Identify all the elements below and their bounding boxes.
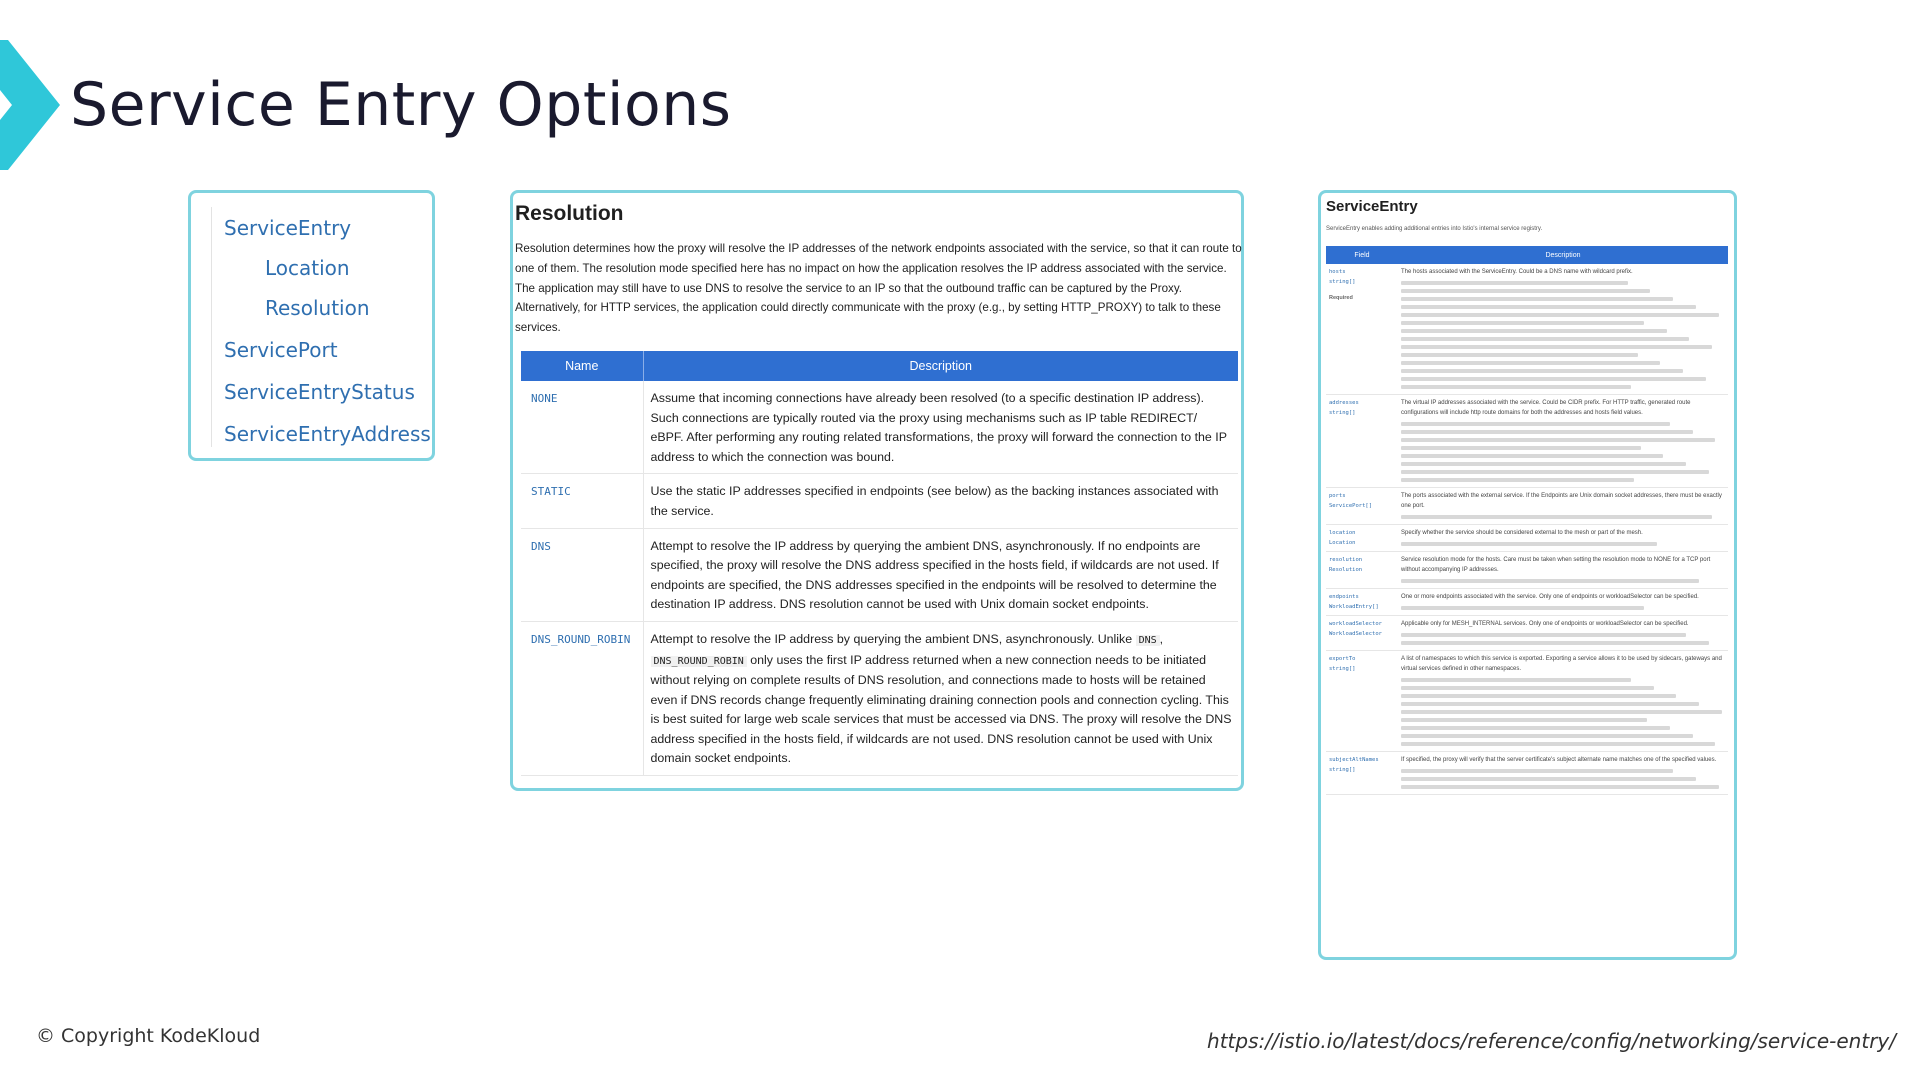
field-identifier: location: [1329, 530, 1356, 536]
table-row: [521, 381, 1238, 474]
field-identifier: resolution: [1329, 557, 1363, 563]
text-line-placeholder: [1401, 446, 1641, 450]
enum-description: Attempt to resolve the IP address by querying the ambient DNS, asynchronously. If no endpoints are specified, the proxy will resolve the DNS address specified in the hosts field, if wildcards are not used. If endpoints are specified, the DNS addresses specified in the endpoints will be resolved to determine the destination IP address. DNS resolution cannot be used with Unix domain socket endpoints.: [643, 528, 1238, 621]
field-type: string[]: [1329, 279, 1356, 285]
field-type: WorkloadEntry[]: [1329, 604, 1379, 610]
field-identifier: hosts: [1329, 269, 1346, 275]
serviceentry-field-table: [1326, 246, 1728, 795]
text-line-placeholder: [1401, 734, 1693, 738]
table-row: [1326, 525, 1728, 552]
field-description: [1398, 752, 1728, 795]
text-line-placeholder: [1401, 289, 1650, 293]
field-description-text: The hosts associated with the ServiceEntry. Could be a DNS name with wildcard prefix.: [1401, 269, 1633, 275]
field-description-text: A list of namespaces to which this service is exported. Exporting a service allows it to be used by sidecars, gateways and virtual services defined in other namespaces.: [1401, 656, 1722, 672]
text-line-placeholder: [1401, 385, 1631, 389]
field-description: [1398, 552, 1728, 589]
field-name: [1326, 395, 1398, 488]
text-line-placeholder: [1401, 515, 1712, 519]
nav-panel: [188, 190, 435, 461]
text-line-placeholder: [1401, 702, 1699, 706]
field-identifier: addresses: [1329, 400, 1359, 406]
field-type: ServicePort[]: [1329, 503, 1373, 509]
text-line-placeholder: [1401, 353, 1638, 357]
table-header-row: [1326, 246, 1728, 264]
resolution-panel: [510, 190, 1244, 791]
text-line-placeholder: [1401, 329, 1667, 333]
table-row: [1326, 651, 1728, 752]
column-header-name: Name: [521, 351, 643, 381]
text-line-placeholder: [1401, 769, 1673, 773]
text-line-placeholder: [1401, 297, 1673, 301]
serviceentry-reference-panel: [1318, 190, 1737, 960]
field-identifier: ports: [1329, 493, 1346, 499]
resolution-description: Resolution determines how the proxy will resolve the IP addresses of the network endpoints associated with the service, so that it can route to one of them. The resolution mode specified here has no impact on how the application resolves the IP address associated with the service. The application may still have to use DNS to resolve the service to an IP so that the outbound traffic can be captured by the Proxy. Alternatively, for HTTP services, the application could directly communicate with the proxy (e.g., by setting HTTP_PROXY) to talk to these services.: [515, 242, 1242, 335]
field-description: [1398, 651, 1728, 752]
field-description: [1398, 488, 1728, 525]
text-line-placeholder: [1401, 345, 1712, 349]
table-row: [1326, 264, 1728, 395]
resolution-table: [521, 351, 1238, 776]
text-line-placeholder: [1401, 377, 1706, 381]
field-name: [1326, 651, 1398, 752]
field-description: [1398, 589, 1728, 616]
text-line-placeholder: [1401, 606, 1644, 610]
field-description-text: If specified, the proxy will verify that the server certificate's subject alternate name matches one of the specified values.: [1401, 757, 1717, 763]
enum-description: Use the static IP addresses specified in endpoints (see below) as the backing instances associated with the service.: [643, 474, 1238, 528]
column-header-field: Field: [1326, 246, 1398, 264]
field-name: [1326, 488, 1398, 525]
nav-item-serviceport[interactable]: ServicePort: [224, 338, 338, 362]
text-line-placeholder: [1401, 542, 1657, 546]
table-row: [1326, 395, 1728, 488]
text-line-placeholder: [1401, 641, 1709, 645]
text-line-placeholder: [1401, 785, 1719, 789]
text-line-placeholder: [1401, 579, 1699, 583]
text-line-placeholder: [1401, 742, 1715, 746]
table-row: [1326, 616, 1728, 651]
column-header-description: Description: [643, 351, 1238, 381]
field-name: [1326, 589, 1398, 616]
serviceentry-table-body: [1326, 264, 1728, 795]
field-type: string[]: [1329, 666, 1356, 672]
field-identifier: exportTo: [1329, 656, 1356, 662]
text-line-placeholder: [1401, 369, 1683, 373]
table-row: [1326, 589, 1728, 616]
table-row: [521, 528, 1238, 621]
field-identifier: subjectAltNames: [1329, 757, 1379, 763]
field-description: [1398, 264, 1728, 395]
field-identifier: endpoints: [1329, 594, 1359, 600]
nav-item-serviceentryaddress[interactable]: ServiceEntryAddress: [224, 422, 431, 446]
text-line-placeholder: [1401, 710, 1722, 714]
text-line-placeholder: [1401, 313, 1719, 317]
text-line-placeholder: [1401, 777, 1696, 781]
field-description-text: Applicable only for MESH_INTERNAL services. Only one of endpoints or workloadSelector can be specified.: [1401, 621, 1689, 627]
field-type: Resolution: [1329, 567, 1363, 573]
inline-code: DNS: [1136, 635, 1160, 646]
table-row: [521, 474, 1238, 528]
required-label: Required: [1329, 295, 1353, 301]
field-type: Location: [1329, 540, 1356, 546]
table-row: [1326, 752, 1728, 795]
field-type: string[]: [1329, 767, 1356, 773]
text-line-placeholder: [1401, 462, 1686, 466]
kodekloud-chevron-logo: [0, 40, 60, 170]
nav-item-resolution[interactable]: Resolution: [265, 296, 370, 320]
text-line-placeholder: [1401, 430, 1693, 434]
text-line-placeholder: [1401, 281, 1628, 285]
field-description: [1398, 616, 1728, 651]
text-line-placeholder: [1401, 361, 1660, 365]
enum-description: Attempt to resolve the IP address by querying the ambient DNS, asynchronously. Unlike DNS , DNS_ROUND_ROBIN only uses the first IP address returned when a new connection needs to be initiated without relying on complete results of DNS resolution, and connections made to hosts will be retained even if DNS records change frequently eliminating draining connection pools and connection cycling. This is best suited for large web scale services that must be accessed via DNS. The proxy will resolve the DNS address specified in the hosts field, if wildcards are not used. DNS resolution cannot be used with Unix domain socket endpoints.: [643, 621, 1238, 775]
copyright-text: © Copyright KodeKloud: [36, 1025, 261, 1047]
text-line-placeholder: [1401, 633, 1686, 637]
description-text: only uses the first IP address returned when a new connection needs to be initiated without relying on complete results of DNS resolution, and connections made to hosts will be retained even if DNS records change frequently eliminating draining connection pools and connection cycling. This is best suited for large web scale services that must be accessed via DNS. The proxy will resolve the DNS address specified in the hosts field, if wildcards are not used. DNS resolution cannot be used with Unix domain socket endpoints.: [650, 652, 1232, 766]
text-line-placeholder: [1401, 305, 1696, 309]
enum-description: Assume that incoming connections have already been resolved (to a specific destination IP address). Such connections are typically routed via the proxy using mechanisms such as IP table REDIRECT/ eBPF. After performing any routing related transformations, the proxy will forward the connection to the IP address to which the connection was bound.: [643, 381, 1238, 474]
text-line-placeholder: [1401, 337, 1689, 341]
text-line-placeholder: [1401, 718, 1647, 722]
field-type: WorkloadSelector: [1329, 631, 1382, 637]
field-name: [1326, 552, 1398, 589]
field-type: string[]: [1329, 410, 1356, 416]
field-description-text: The ports associated with the external service. If the Endpoints are Unix domain socket addresses, there must be exactly one port.: [1401, 493, 1722, 509]
field-name: [1326, 752, 1398, 795]
text-line-placeholder: [1401, 726, 1670, 730]
field-identifier: workloadSelector: [1329, 621, 1382, 627]
resolution-heading: Resolution: [515, 202, 624, 225]
text-line-placeholder: [1401, 422, 1670, 426]
field-description-text: One or more endpoints associated with the service. Only one of endpoints or workloadSelector can be specified.: [1401, 594, 1699, 600]
field-name: [1326, 616, 1398, 651]
text-line-placeholder: [1401, 438, 1715, 442]
text-line-placeholder: [1401, 694, 1676, 698]
field-name: [1326, 525, 1398, 552]
table-row: [1326, 552, 1728, 589]
text-line-placeholder: [1401, 470, 1709, 474]
text-line-placeholder: [1401, 686, 1654, 690]
enum-name: STATIC: [521, 474, 643, 528]
field-description: [1398, 395, 1728, 488]
enum-name: DNS: [521, 528, 643, 621]
text-line-placeholder: [1401, 454, 1663, 458]
field-description: [1398, 525, 1728, 552]
text-line-placeholder: [1401, 678, 1631, 682]
enum-name: DNS_ROUND_ROBIN: [521, 621, 643, 775]
text-line-placeholder: [1401, 478, 1634, 482]
nav-item-serviceentry[interactable]: ServiceEntry: [224, 216, 352, 240]
field-name: [1326, 264, 1398, 395]
slide-title: Service Entry Options: [70, 70, 732, 140]
table-row: [1326, 488, 1728, 525]
source-url-link[interactable]: https://istio.io/latest/docs/reference/config/networking/service-entry/: [1207, 1029, 1896, 1053]
nav-item-serviceentrystatus[interactable]: ServiceEntryStatus: [224, 380, 415, 404]
column-header-description: Description: [1398, 246, 1728, 264]
table-header-row: [521, 351, 1238, 381]
serviceentry-heading: ServiceEntry: [1326, 198, 1418, 215]
field-description-text: Specify whether the service should be considered external to the mesh or part of the mesh.: [1401, 530, 1643, 536]
description-text: Attempt to resolve the IP address by querying the ambient DNS, asynchronously. Unlike: [650, 631, 1133, 646]
serviceentry-intro: ServiceEntry enables adding additional entries into Istio's internal service registry.: [1326, 226, 1543, 232]
nav-item-location[interactable]: Location: [265, 256, 350, 280]
field-description-text: Service resolution mode for the hosts. Care must be taken when setting the resolution mode to NONE for a TCP port without accompanying IP addresses.: [1401, 557, 1711, 573]
enum-name: NONE: [521, 381, 643, 474]
inline-code: DNS_ROUND_ROBIN: [651, 656, 747, 667]
text-line-placeholder: [1401, 321, 1644, 325]
nav-list: [211, 207, 432, 447]
field-description-text: The virtual IP addresses associated with the service. Could be CIDR prefix. For HTTP traffic, generated route configurations will include http route domains for both the addresses and hosts field values.: [1401, 400, 1691, 416]
table-row: [521, 621, 1238, 775]
